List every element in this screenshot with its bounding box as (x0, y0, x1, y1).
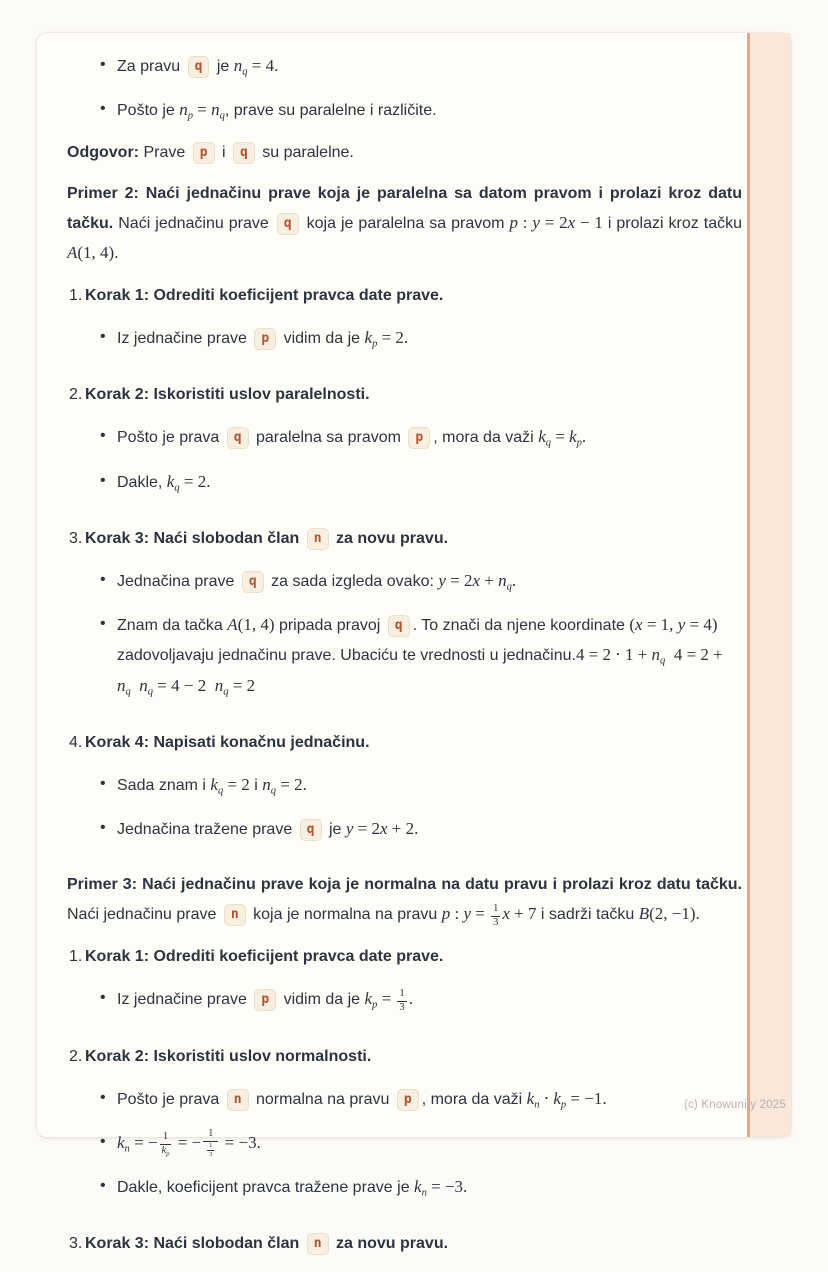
math-variable: x (635, 614, 643, 634)
math-variable: $k_q$ (538, 427, 551, 450)
math-subscript: q (125, 686, 131, 698)
math-subscript: p (372, 1000, 378, 1012)
math-fraction (203, 1128, 218, 1158)
fraction-numerator (491, 903, 500, 917)
numbered-item-body (85, 729, 742, 857)
fraction-numerator (203, 1128, 218, 1142)
fraction-denominator (397, 1002, 406, 1015)
numbered-item-body (85, 381, 742, 510)
step-title (85, 1230, 742, 1258)
math-text: − 1 (575, 213, 603, 233)
list-item (85, 610, 742, 702)
text-run: pripada pravoj (274, 616, 385, 634)
copyright-watermark: (c) Knowunity 2025 (683, 1099, 786, 1111)
text-run: za sada izgleda ovako: (266, 572, 439, 590)
math-text: = 2. (377, 328, 409, 348)
math-text: (1, 4) (237, 614, 275, 634)
text-run: Naći jednačinu prave (113, 215, 274, 233)
math-variable: $n_p$ (179, 100, 194, 122)
text-run: Znam da tačka (117, 616, 228, 634)
math-variable: p (441, 904, 451, 924)
math-text: = −3. (220, 1132, 261, 1152)
step-title (85, 381, 742, 409)
numbered-list-item (67, 525, 742, 715)
bullet-marker: • (100, 1132, 106, 1150)
fraction-denominator (491, 917, 500, 930)
math-text: = 2 (353, 819, 380, 839)
math-subscript: n (124, 1143, 130, 1155)
list-item-text (117, 984, 742, 1015)
list-item-text (117, 422, 742, 453)
math-variable: A (67, 243, 78, 263)
inline-code-badge-q: q (277, 213, 299, 235)
math-text: 4 = 2 ⋅ 1 + (575, 644, 652, 664)
text-run: Dakle, (117, 473, 167, 491)
math-text: (1, 4). (77, 243, 119, 263)
math-fraction (491, 903, 500, 929)
math-variable: y (345, 819, 354, 839)
bold-text-run: Korak 1: Odrediti koeficijent pravca date prave. (85, 948, 444, 966)
list-item-number: 1. (69, 287, 83, 305)
math-variable: $k_p$ (364, 328, 378, 350)
text-run: su paralelne. (257, 144, 354, 162)
text-run: paralelna sa pravom (251, 429, 406, 447)
inline-code-badge-p: p (408, 427, 430, 449)
list-item-text (117, 323, 742, 354)
inline-code-badge-n: n (227, 1089, 249, 1111)
math-text: : (518, 213, 533, 233)
list-item-text (117, 51, 742, 82)
bullet-marker: • (100, 989, 106, 1007)
bold-text-run: Primer 3: Naći jednačinu prave koja je normalna na datu pravu i prolazi kroz datu tačku. (67, 876, 742, 894)
math-text: 1 (209, 1142, 213, 1150)
math-text: = − (173, 1132, 202, 1152)
bullet-list (85, 422, 742, 497)
bullet-list (85, 323, 742, 354)
text-run: Jednačina tražene prave (117, 821, 297, 839)
math-text: + 2. (387, 819, 419, 839)
numbered-list-item (67, 729, 742, 857)
math-subscript: q (545, 438, 551, 450)
bold-text-run: Korak 3: Naći slobodan član (85, 1234, 304, 1252)
math-subscript: p (576, 438, 582, 450)
math-variable: $n_q$ (211, 100, 225, 122)
text-run: i prolazi kroz tačku (602, 215, 742, 233)
list-item (85, 1128, 742, 1159)
math-variable: $n_q$ (651, 644, 666, 667)
primer-2-paragraph (67, 180, 742, 268)
inline-code-badge-n: n (307, 528, 329, 550)
text-run: Jednačina prave (117, 572, 239, 590)
text-run: Iz jednačine prave (117, 991, 252, 1009)
text-run: Za pravu (117, 58, 185, 75)
math-variable: $n_q$ (117, 675, 131, 698)
list-item-number: 3. (69, 1234, 83, 1252)
bullet-list (85, 1084, 742, 1203)
bullet-marker: • (100, 1176, 106, 1194)
math-variable: $k_p$ (161, 1145, 170, 1158)
math-subscript: q (219, 110, 225, 122)
bullet-marker: • (100, 1088, 106, 1106)
list-item (85, 323, 742, 354)
math-subscript: q (506, 581, 512, 593)
math-text: + 7 (509, 904, 537, 924)
numbered-list-item (67, 282, 742, 367)
math-variable: $k_p$ (364, 989, 378, 1012)
list-item (85, 1172, 742, 1203)
math-text: 1 (399, 988, 405, 1000)
fraction-denominator (207, 1151, 214, 1159)
math-variable: $k_n$ (526, 1088, 540, 1111)
math-subscript: q (217, 785, 224, 797)
math-text: = (377, 989, 396, 1009)
math-subscript: p (187, 110, 194, 122)
math-variable: A (227, 614, 238, 634)
math-text: = (193, 100, 212, 120)
document-card (37, 33, 791, 1252)
math-subscript: q (223, 686, 229, 698)
text-run: , mora da važi (421, 1090, 527, 1108)
math-text: = 2 (445, 570, 473, 590)
math-text: + (480, 570, 499, 590)
fraction-numerator (207, 1142, 214, 1151)
math-fraction (207, 1142, 214, 1159)
numbered-list-item (67, 1230, 742, 1258)
list-item (85, 814, 742, 844)
inline-code-badge-n: n (307, 1233, 329, 1255)
list-item (85, 770, 742, 801)
bold-text-run: Korak 1: Odrediti koeficijent pravca date prave. (85, 287, 444, 305)
math-subscript: q (242, 66, 248, 78)
math-text: = − (129, 1132, 158, 1152)
math-subscript: n (534, 1099, 540, 1111)
inline-code-badge-q: q (388, 615, 410, 637)
bold-text-run: za novu pravu. (331, 529, 449, 547)
math-text: = −1. (566, 1088, 607, 1108)
math-variable: B (638, 904, 650, 924)
math-text: = −3. (426, 1176, 468, 1196)
math-fraction (397, 988, 406, 1014)
primer-3-steps (67, 943, 742, 1258)
math-text: = 4 − 2 (153, 675, 207, 695)
text-run: Sada znam i (117, 777, 211, 795)
math-text: = (470, 904, 490, 924)
inline-code-badge-q: q (233, 142, 255, 164)
fraction-numerator (397, 988, 406, 1002)
math-text: = 2 (539, 213, 568, 233)
primer-3-paragraph (67, 871, 742, 929)
math-variable: x (567, 213, 576, 233)
numbered-list-item (67, 381, 742, 510)
inline-code-badge-p: p (254, 989, 276, 1011)
math-variable: $k_p$ (553, 1088, 567, 1111)
math-variable: x (472, 570, 481, 590)
math-subscript: q (147, 686, 154, 698)
text-run: , prave su paralelne i različite. (224, 102, 437, 120)
math-text (131, 676, 140, 695)
math-subscript: p (560, 1099, 567, 1111)
math-variable: $n_q$ (139, 675, 154, 698)
text-run: i (249, 777, 263, 795)
bullet-marker: • (100, 570, 106, 588)
bullet-list (85, 984, 742, 1015)
math-text: 1 (493, 903, 499, 915)
list-item (85, 566, 742, 597)
math-text: = 2. (179, 471, 211, 491)
list-item-number: 4. (69, 734, 83, 752)
step-title (85, 282, 742, 310)
text-run: Pošto je (117, 102, 180, 120)
bullet-marker: • (100, 427, 106, 445)
bullet-marker: • (100, 614, 106, 632)
answer-paragraph (67, 139, 742, 167)
list-item-text (117, 467, 742, 498)
fraction-denominator (160, 1145, 172, 1158)
text-run: Naći jednačinu prave (67, 906, 221, 924)
math-variable: y (677, 614, 686, 634)
bold-text-run: Korak 2: Iskoristiti uslov normalnosti. (85, 1047, 372, 1065)
math-variable: $n_q$ (214, 675, 229, 698)
page-edge-strip (747, 33, 791, 1137)
list-item (67, 51, 742, 82)
list-item-text (117, 1172, 742, 1203)
inline-code-badge-p: p (254, 328, 276, 350)
math-text: 3 (399, 1001, 405, 1013)
list-item-number: 3. (69, 529, 83, 547)
list-item-text (117, 770, 742, 801)
list-item (67, 95, 742, 126)
math-text: 3 (493, 916, 499, 928)
math-subscript: p (166, 1150, 170, 1158)
math-variable: x (379, 819, 388, 839)
text-run: koja je paralelna sa pravom (301, 215, 510, 233)
math-subscript: p (372, 338, 378, 350)
list-item-number: 2. (69, 386, 83, 404)
step-title (85, 525, 742, 553)
bold-text-run: Odgovor: (67, 144, 139, 162)
step-title (85, 1043, 742, 1071)
bullet-list (85, 770, 742, 844)
text-run: i sadrži tačku (536, 906, 639, 924)
text-run: Pošto je prava (117, 429, 224, 447)
numbered-item-body (85, 1230, 742, 1258)
bullet-marker: • (100, 819, 106, 837)
primer-2-steps (67, 282, 742, 857)
math-variable: $n_q$ (262, 775, 277, 797)
list-item-text (117, 610, 742, 702)
numbered-item-body (85, 1043, 742, 1216)
math-text: : (450, 904, 464, 924)
math-text: = 4. (247, 56, 279, 75)
bullet-marker: • (100, 328, 106, 346)
math-variable: x (502, 904, 510, 924)
bold-text-run: Primer 2: Naći jednačinu prave koja je paralelna sa datom pravom i prolazi kroz datu tačku. (67, 185, 742, 233)
fraction-numerator (160, 1131, 172, 1145)
math-text: 1 (208, 1128, 214, 1140)
inline-code-badge-n: n (224, 904, 246, 926)
math-text: 4 = 2 + (673, 644, 723, 664)
list-item-number: 2. (69, 1047, 83, 1065)
math-variable: p (509, 213, 518, 233)
math-fraction (160, 1131, 172, 1158)
bold-text-run: za novu pravu. (331, 1234, 449, 1252)
math-text (206, 676, 215, 695)
bullet-list (67, 51, 742, 126)
numbered-list-item (67, 943, 742, 1028)
math-text: = 2 (223, 775, 250, 795)
list-item-text (117, 814, 742, 844)
list-item-text (117, 566, 742, 597)
step-title (85, 943, 742, 971)
list-item (85, 984, 742, 1015)
numbered-item-body (85, 525, 742, 715)
math-variable: y (463, 904, 471, 924)
text-run: i (217, 144, 230, 162)
text-run: normalna na pravu (251, 1090, 394, 1108)
text-run: je (212, 58, 234, 75)
list-item (85, 1084, 742, 1115)
text-run: vidim da je (279, 991, 365, 1009)
math-text: 1 (162, 1131, 169, 1143)
bold-text-run: Korak 4: Napisati konačnu jednačinu. (85, 734, 370, 752)
math-variable: $n_q$ (233, 56, 248, 78)
math-subscript: n (421, 1187, 427, 1199)
bold-text-run: Korak 3: Naći slobodan član (85, 529, 304, 547)
text-run: , mora da važi (433, 429, 539, 447)
math-subscript: q (660, 655, 666, 667)
math-variable: y (438, 570, 446, 590)
math-text (665, 645, 674, 664)
math-text: = 2. (276, 775, 307, 795)
inline-code-badge-q: q (188, 56, 210, 78)
math-text: . (581, 427, 587, 447)
numbered-list-item (67, 1043, 742, 1216)
fraction-denominator (203, 1142, 218, 1159)
math-variable: $k_n$ (414, 1176, 427, 1199)
text-run: Pošto je prava (117, 1090, 224, 1108)
math-text: = 4) (685, 614, 718, 634)
inline-code-badge-q: q (242, 571, 264, 593)
inline-code-badge-p: p (397, 1089, 419, 1111)
list-item-text (117, 1084, 742, 1115)
math-variable: $k_p$ (569, 427, 582, 450)
text-run: Prave (139, 144, 190, 162)
text-run: . To znači da njene koordinate (412, 616, 630, 634)
numbered-item-body (85, 943, 742, 1028)
text-run: vidim da je (279, 330, 365, 348)
bullet-marker: • (100, 775, 106, 793)
list-item (85, 422, 742, 453)
math-text: . (511, 570, 517, 590)
inline-code-badge-p: p (193, 142, 215, 164)
math-variable: $k_n$ (117, 1132, 130, 1155)
bullet-marker: • (100, 471, 106, 489)
bullet-marker: • (100, 56, 106, 73)
math-variable: $n_q$ (498, 570, 512, 593)
math-text: ⋅ (539, 1088, 554, 1108)
list-item-text (117, 95, 742, 126)
text-run: zadovoljavaju jednačinu prave. Ubaciću te vrednosti u jednačinu. (117, 646, 576, 664)
math-text: = 1, (642, 614, 678, 634)
math-subscript: q (270, 785, 277, 797)
step-title (85, 729, 742, 757)
math-text: (2, −1). (649, 904, 700, 924)
text-run: koja je normalna na pravu (248, 906, 442, 924)
math-text: = 2 (228, 675, 256, 695)
math-variable: $k_q$ (210, 775, 224, 797)
bold-text-run: Korak 2: Iskoristiti uslov paralelnosti. (85, 386, 370, 404)
bullet-marker: • (100, 100, 106, 118)
math-variable: y (532, 213, 540, 233)
math-text: ( (629, 614, 636, 634)
inline-code-badge-q: q (300, 819, 322, 841)
math-variable: $k_q$ (166, 471, 180, 494)
list-item (85, 467, 742, 498)
math-subscript: q (174, 482, 180, 494)
numbered-item-body (85, 282, 742, 367)
bullet-list (85, 566, 742, 702)
text-run: Iz jednačine prave (117, 330, 252, 348)
math-text: . (408, 989, 413, 1009)
text-run: je (324, 821, 346, 839)
math-text: = (551, 427, 570, 447)
list-item-text (117, 1128, 742, 1159)
list-item-number: 1. (69, 948, 83, 966)
document-content (67, 38, 742, 1272)
math-text: 3 (209, 1150, 213, 1158)
inline-code-badge-q: q (227, 427, 249, 449)
text-run: Dakle, koeficijent pravca tražene prave je (117, 1178, 415, 1196)
